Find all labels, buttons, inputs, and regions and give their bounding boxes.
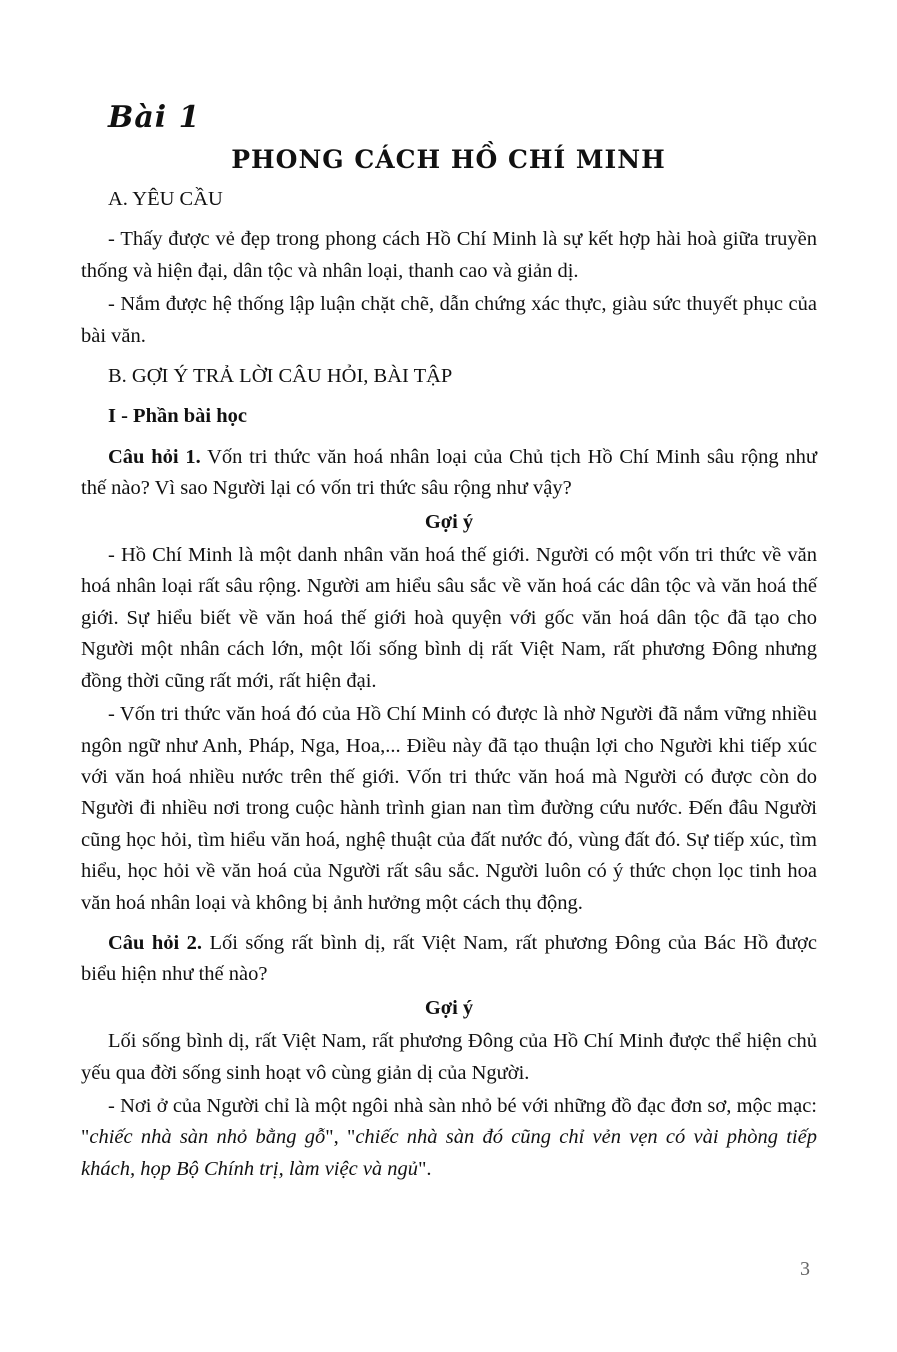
hint-label: Gợi ý <box>424 510 474 533</box>
page-title: PHONG CÁCH HỒ CHÍ MINH <box>231 145 666 174</box>
question-2 <box>81 928 817 991</box>
hint-label: Gợi ý <box>424 996 474 1019</box>
section-b-heading: B. GỢI Ý TRẢ LỜI CÂU HỎI, BÀI TẬP <box>108 365 453 388</box>
answer-paragraph: Lối sống bình dị, rất Việt Nam, rất phương Đông của Hồ Chí Minh được thể hiện chủ yếu qua đời sống sinh hoạt vô cùng giản dị của Người. <box>81 1030 817 1084</box>
section-a-heading: A. YÊU CẦU <box>108 188 223 210</box>
question-1-label: Câu hỏi 1. <box>108 445 201 468</box>
answer-paragraph <box>81 1091 817 1185</box>
page-number: 3 <box>800 1258 810 1280</box>
part-heading: I - Phần bài học <box>108 405 247 428</box>
quote: chiếc nhà sàn nhỏ bằng gỗ <box>89 1126 326 1149</box>
answer-paragraph: - Hồ Chí Minh là một danh nhân văn hoá thế giới. Người có một vốn tri thức về văn hoá nhân loại rất sâu rộng. Người am hiểu sâu sắc về văn hoá các dân tộc và văn hoá thế giới. Sự hiểu biết về văn hoá thế giới hoà quyện với gốc văn hoá dân tộc đã tạo cho Người một nhân cách lớn, một lối sống bình dị rất Việt Nam, rất phương Đông nhưng đồng thời cũng rất mới, rất hiện đại. <box>81 544 817 692</box>
question-1 <box>81 442 817 505</box>
quote: chiếc nhà sàn đó cũng chỉ vẻn vẹn có vài phòng tiếp khách, họp Bộ Chính trị, làm việc và ngủ <box>81 1126 817 1180</box>
answer-lead: - Nơi ở của Người chỉ là một ngôi nhà sàn nhỏ bé với những đồ đạc đơn sơ, mộc mạc: " <box>81 1094 817 1149</box>
lesson-label: Bài 1 <box>108 100 201 135</box>
requirement-item: - Nắm được hệ thống lập luận chặt chẽ, dẫn chứng xác thực, giàu sức thuyết phục của bài văn. <box>81 293 817 347</box>
quote-separator: ", " <box>325 1126 356 1149</box>
document-body <box>81 184 817 1185</box>
question-2-label: Câu hỏi 2. <box>108 931 203 954</box>
answer-tail: ". <box>418 1157 432 1180</box>
answer-paragraph: - Vốn tri thức văn hoá đó của Hồ Chí Minh có được là nhờ Người đã nắm vững nhiều ngôn ngữ như Anh, Pháp, Nga, Hoa,... Điều này đã tạo thuận lợi cho Người khi tiếp xúc với văn hoá nhiều nước trên thế giới. Vốn tri thức văn hoá mà Người có được còn do Người đi nhiều nơi trong cuộc hành trình gian nan tìm đường cứu nước. Đến đâu Người cũng học hỏi, tìm hiểu văn hoá, nghệ thuật của đất nước đó, vùng đất đó. Sự tiếp xúc, tìm hiểu, học hỏi về văn hoá của Người rất sâu sắc. Người luôn có ý thức chọn lọc tinh hoa văn hoá nhân loại và không bị ảnh hưởng một cách thụ động. <box>81 703 817 914</box>
question-2-text: Lối sống rất bình dị, rất Việt Nam, rất phương Đông của Bác Hồ được biểu hiện như thế nào? <box>81 931 817 986</box>
question-1-text: Vốn tri thức văn hoá nhân loại của Chủ tịch Hồ Chí Minh sâu rộng như thế nào? Vì sao Người lại có vốn tri thức sâu rộng như vậy? <box>81 445 817 500</box>
requirement-item: - Thấy được vẻ đẹp trong phong cách Hồ Chí Minh là sự kết hợp hài hoà giữa truyền thống và hiện đại, dân tộc và nhân loại, thanh cao và giản dị. <box>81 228 817 282</box>
